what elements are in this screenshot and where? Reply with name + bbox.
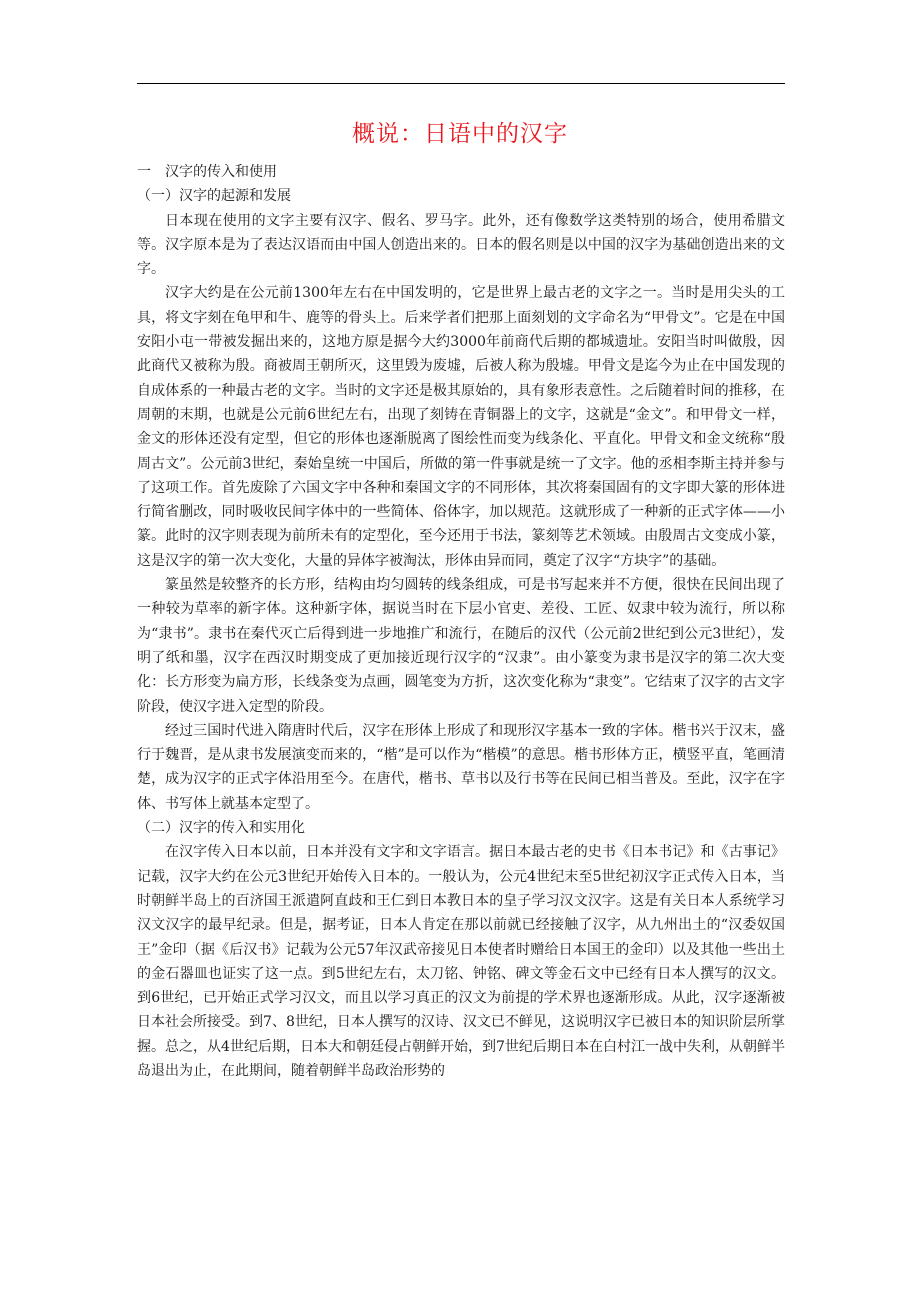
- subsection-heading-introduction: （二）汉字的传入和实用化: [137, 820, 305, 837]
- section-heading: 一 汉字的传入和使用: [137, 164, 277, 180]
- header-rule: [137, 83, 785, 84]
- paragraph: 篆虽然是较整齐的长方形，结构由均匀圆转的线条组成，可是书写起来并不方便，很快在民间出现了一种较为草率的新字体。这种新字体，据说当时在下层小官吏、差役、工匠、奴隶中较为流行，所以称为“隶书”。隶书在秦代灭亡后得到进一步地推广和流行，在随后的汉代（公元前2世纪到公元3世纪），发明了纸和墨，汉字在西汉时期变成了更加接近现行汉字的“汉隶”。由小篆变为隶书是汉字的第二次大变化：长方形变为扁方形，长线条变为点画，圆笔变为方折，这次变化称为“隶变”。它结束了汉字的古文字阶段，使汉字进入定型的阶段。: [137, 577, 785, 715]
- paragraph: 汉字大约是在公元前1300年左右在中国发明的，它是世界上最古老的文字之一。当时是用尖头的工具，将文字刻在龟甲和牛、鹿等的骨头上。后来学者们把那上面刻划的文字命名为“甲骨文”。它是在中国安阳小屯一带被发掘出来的，这地方原是据今大约3000年前商代后期的都城遗址。安阳当时叫做殷，因此商代又被称为殷。商被周王朝所灭，这里毁为废墟，后被人称为殷墟。甲骨文是迄今为止在中国发现的自成体系的一种最古老的文字。当时的文字还是极其原始的，具有象形表意性。之后随着时间的推移，在周朝的末期，也就是公元前6世纪左右，出现了刻铸在青铜器上的文字，这就是“金文”。和甲骨文一样，金文的形体还没有定型，但它的形体也逐渐脱离了图绘性而变为线条化、平直化。甲骨文和金文统称“殷周古文”。公元前3世纪，秦始皇统一中国后，所做的第一件事就是统一了文字。他的丞相李斯主持并参与了这项工作。首先废除了六国文字中各种和秦国文字的不同形体，其次将秦国固有的文字即大篆的形体进行简省删改，同时吸收民间字体中的一些简体、俗体字，加以规范。这就形成了一种新的正式字体——小篆。此时的汉字则表现为前所未有的定型化，至今还用于书法，篆刻等艺术领域。由殷周古文变成小篆，这是汉字的第一次大变化，大量的异体字被淘汰，形体由异而同，奠定了汉字“方块字”的基础。: [137, 285, 785, 569]
- paragraph: 在汉字传入日本以前，日本并没有文字和文字语言。据日本最古老的史书《日本书记》和《古事记》记载，汉字大约在公元3世纪开始传入日本的。一般认为，公元4世纪末至5世纪初汉字正式传入日本，当时朝鲜半岛上的百济国王派遣阿直歧和王仁到日本教日本的皇子学习汉文汉字。这是有关日本人系统学习汉文汉字的最早纪录。但是，据考证，日本人肯定在那以前就已经接触了汉字，从九州出土的“汉委奴国王”金印（据《后汉书》记载为公元57年汉武帝接见日本使者时赠给日本国王的金印）以及其他一些出土的金石器皿也证实了这一点。到5世纪左右，太刀铭、钟铭、碑文等金石文中已经有日本人撰写的汉文。到6世纪，已开始正式学习汉文，而且以学习真正的汉文为前提的学术界也逐渐形成。从此，汉字逐渐被日本社会所接受。到7、8世纪，日本人撰写的汉诗、汉文已不鲜见，这说明汉字已被日本的知识阶层所掌握。总之，从4世纪后期，日本大和朝廷侵占朝鲜开始，到7世纪后期日本在白村江一战中失利，从朝鲜半岛退出为止，在此期间，随着朝鲜半岛政治形势的: [137, 844, 785, 1079]
- subsection-heading-origin: （一）汉字的起源和发展: [137, 188, 291, 205]
- document-title: 概说：日语中的汉字: [352, 121, 568, 147]
- paragraph: 经过三国时代进入隋唐时代后，汉字在形体上形成了和现形汉字基本一致的字体。楷书兴于汉末，盛行于魏晋，是从隶书发展演变而来的，“楷”是可以作为“楷模”的意思。楷书形体方正，横竖平直，笔画清楚，成为汉字的正式字体沿用至今。在唐代，楷书、草书以及行书等在民间已相当普及。至此，汉字在字体、书写体上就基本定型了。: [137, 722, 785, 812]
- paragraph: 日本现在使用的文字主要有汉字、假名、罗马字。此外，还有像数学这类特别的场合，使用希腊文等。汉字原本是为了表达汉语而由中国人创造出来的。日本的假名则是以中国的汉字为基础创造出来的文字。: [137, 212, 785, 278]
- document-body: [137, 160, 785, 1083]
